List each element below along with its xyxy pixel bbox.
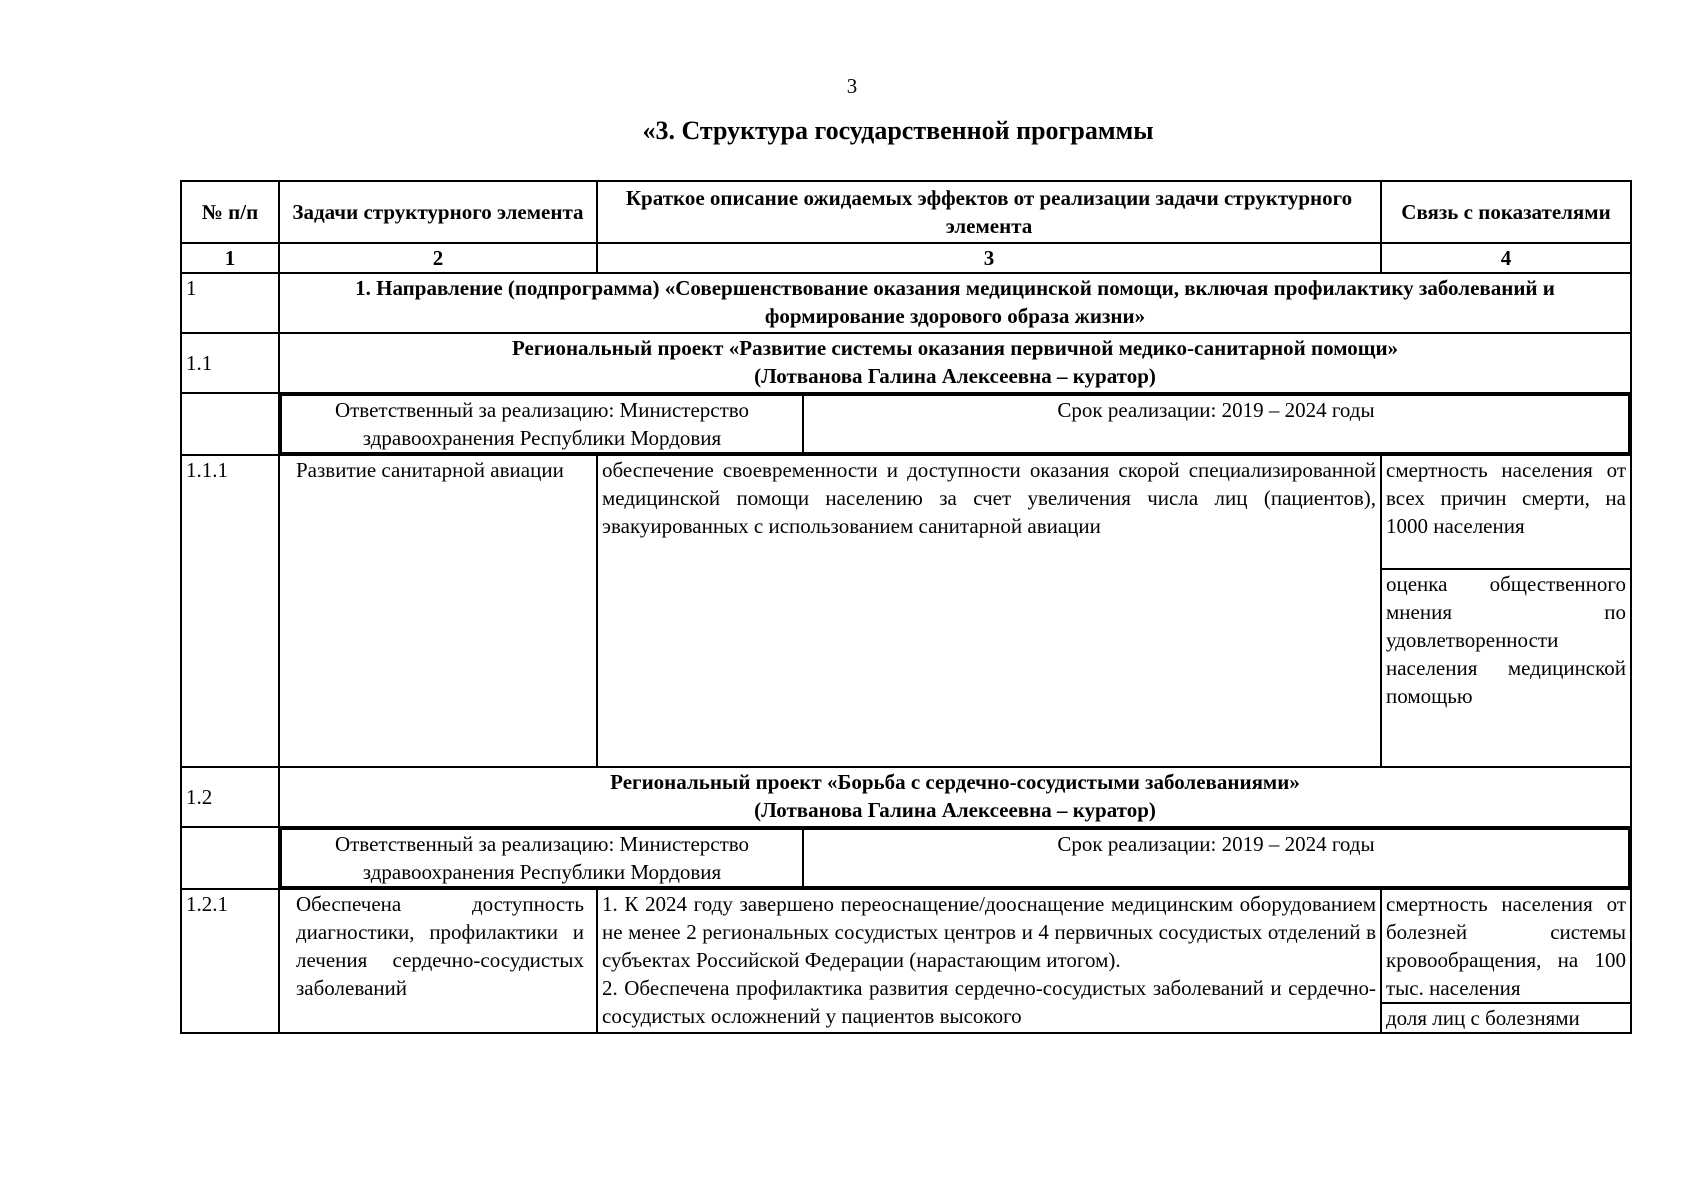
indicator: смертность населения от болезней системы кровообращения, на 100 тыс. населения — [1386, 892, 1626, 1000]
indicators-cell — [1381, 889, 1631, 1033]
empty-cell — [181, 393, 279, 455]
header-num: № п/п — [181, 181, 279, 243]
section-number: 1 — [181, 273, 279, 333]
task-text: Развитие санитарной авиации — [279, 455, 597, 767]
section-row — [181, 273, 1631, 333]
effect-text: 1. К 2024 году завершено переоснащение/дооснащение медицинским оборудованием не менее 2 региональных сосудистых центров и 4 первичных сосудистых отделений в субъектах Российской Федерации (нарастающим итогом). — [602, 892, 1376, 972]
responsible-text: Ответственный за реализацию: Министерство здравоохранения Республики Мордовия — [281, 395, 803, 453]
page-number: 3 — [846, 74, 858, 98]
responsible-cell — [279, 393, 1631, 455]
effect-text: обеспечение своевременности и доступности оказания скорой специализированной медицинской помощи населению за счет увеличения числа лиц (пациентов), эвакуированных с использованием санитарной авиации — [597, 455, 1381, 767]
header-row — [181, 181, 1631, 243]
project-title: Региональный проект «Развитие системы оказания первичной медико-санитарной помощи» — [511, 336, 1399, 360]
responsible-inner — [280, 394, 1630, 454]
task-text: Обеспечена доступность диагностики, профилактики и лечения сердечно-сосудистых заболеваний — [279, 889, 597, 1033]
column-number: 4 — [1381, 243, 1631, 273]
effect-cell — [597, 889, 1381, 1033]
project-curator: (Лотванова Галина Алексеевна – куратор) — [754, 798, 1156, 822]
project-title-cell — [279, 333, 1631, 393]
effect-text: 2. Обеспечена профилактика развития сердечно-сосудистых заболеваний и сердечно-сосудистых осложнений у пациентов высокого — [602, 976, 1376, 1028]
header-effect: Краткое описание ожидаемых эффектов от реализации задачи структурного элемента — [597, 181, 1381, 243]
project-row — [181, 333, 1631, 393]
indicator: доля лиц с болезнями — [1382, 1002, 1630, 1032]
project-row — [181, 767, 1631, 827]
task-number: 1.2.1 — [181, 889, 279, 1033]
project-curator: (Лотванова Галина Алексеевна – куратор) — [754, 364, 1156, 388]
responsible-text: Ответственный за реализацию: Министерство здравоохранения Республики Мордовия — [281, 829, 803, 887]
project-number: 1.2 — [181, 767, 279, 827]
indicators-cell — [1381, 455, 1631, 767]
column-number: 3 — [597, 243, 1381, 273]
responsible-row — [181, 827, 1631, 889]
header-indicators: Связь с показателями — [1381, 181, 1631, 243]
task-row — [181, 889, 1631, 1033]
header-task: Задачи структурного элемента — [279, 181, 597, 243]
indicator: оценка общественного мнения по удовлетворенности населения медицинской помощью — [1382, 568, 1630, 766]
term-text: Срок реализации: 2019 – 2024 годы — [803, 395, 1629, 453]
project-title-cell — [279, 767, 1631, 827]
column-number-row — [181, 243, 1631, 273]
term-text: Срок реализации: 2019 – 2024 годы — [803, 829, 1629, 887]
responsible-cell — [279, 827, 1631, 889]
project-number: 1.1 — [181, 333, 279, 393]
column-number: 1 — [181, 243, 279, 273]
column-number: 2 — [279, 243, 597, 273]
indicator: смертность населения от всех причин смерти, на 1000 населения — [1386, 458, 1626, 538]
responsible-row — [181, 393, 1631, 455]
task-number: 1.1.1 — [181, 455, 279, 767]
empty-cell — [181, 827, 279, 889]
task-row — [181, 455, 1631, 767]
structure-table — [180, 180, 1632, 1034]
document-title: «3. Структура государственной программы — [642, 116, 1154, 145]
responsible-inner — [280, 828, 1630, 888]
project-title: Региональный проект «Борьба с сердечно-сосудистыми заболеваниями» — [610, 770, 1300, 794]
section-title: 1. Направление (подпрограмма) «Совершенствование оказания медицинской помощи, включая профилактику заболеваний и формирование здорового образа жизни» — [279, 273, 1631, 333]
